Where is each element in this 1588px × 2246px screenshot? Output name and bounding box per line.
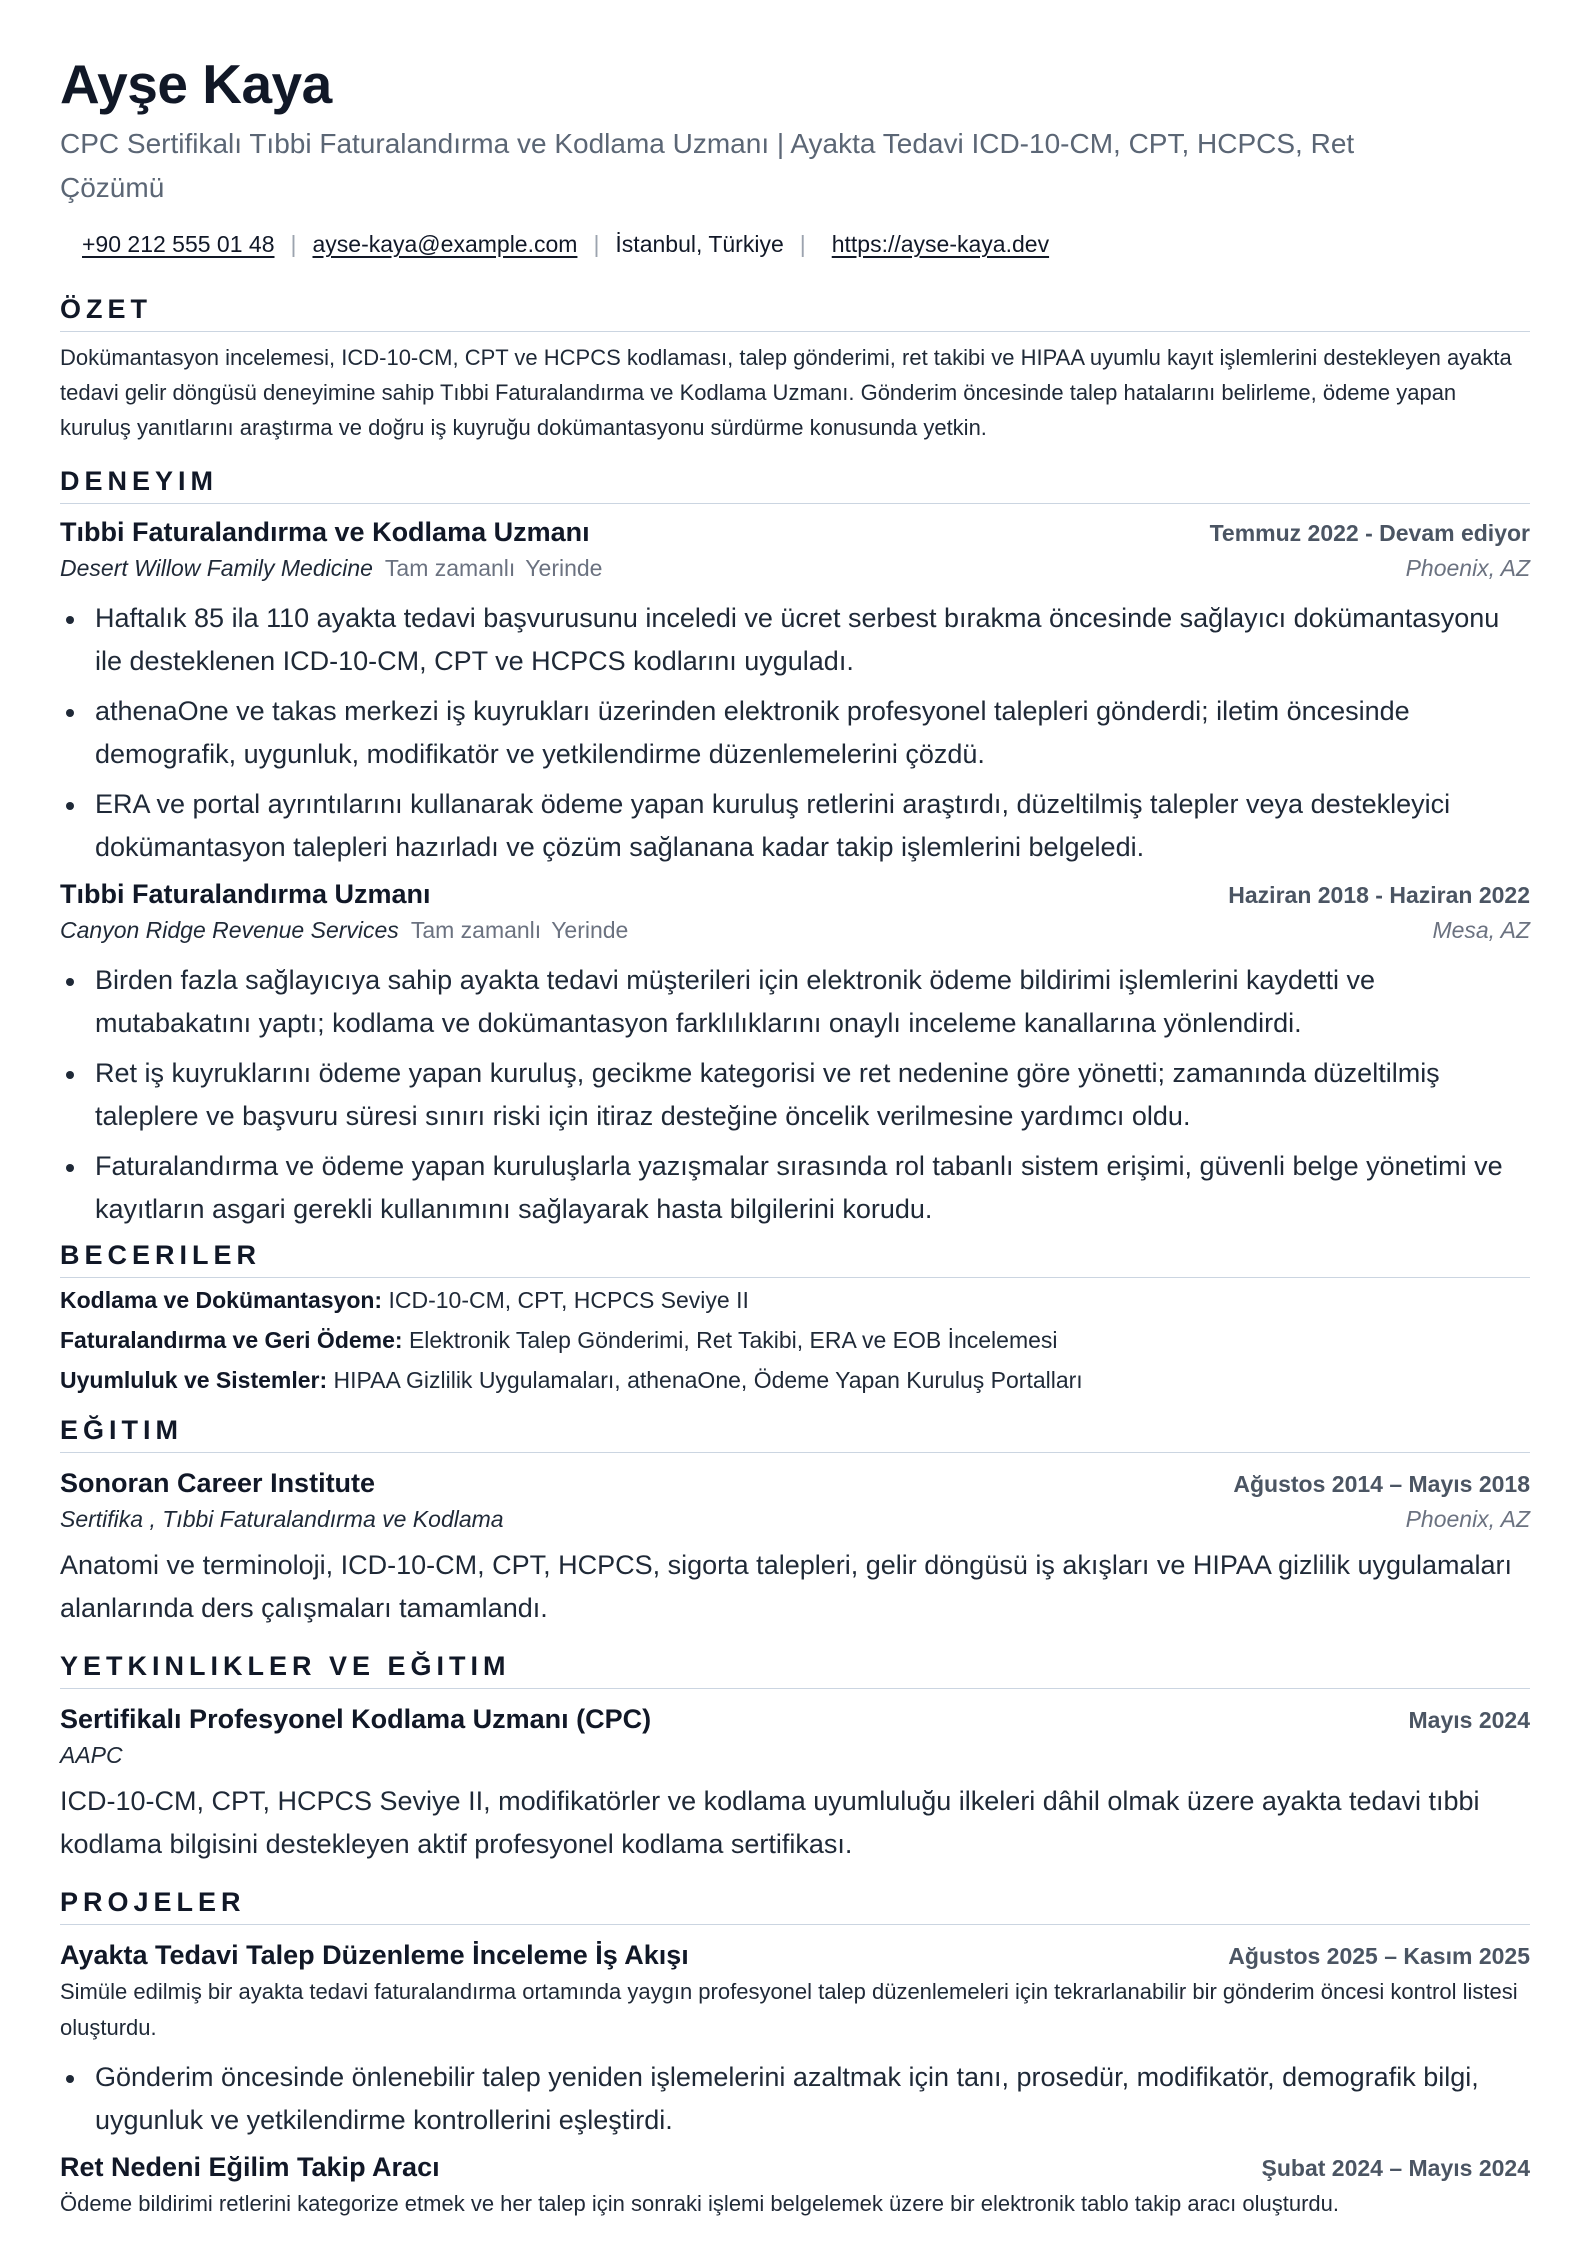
resume-header: [60, 52, 1530, 260]
section-title: PROJELER: [60, 1886, 1530, 1925]
website-link[interactable]: https://ayse-kaya.dev: [831, 231, 1050, 257]
company-name: Desert Willow Family Medicine: [60, 555, 373, 581]
contact-bar: [82, 228, 1530, 260]
project-entry: [60, 2149, 1530, 2222]
email-link[interactable]: ayse-kaya@example.com: [312, 231, 578, 257]
contact-separator: |: [799, 231, 806, 257]
company-name: Canyon Ridge Revenue Services: [60, 917, 399, 943]
project-name: Ayakta Tedavi Talep Düzenleme İnceleme İş Akışı: [60, 1940, 689, 1970]
job-dates: Temmuz 2022 - Devam ediyor: [1209, 520, 1530, 546]
job-location: Phoenix, AZ: [1405, 555, 1530, 581]
job-bullets: [60, 597, 1530, 869]
skill-value: HIPAA Gizlilik Uygulamaları, athenaOne, Ödeme Yapan Kuruluş Portalları: [333, 1367, 1083, 1393]
job-title: Tıbbi Faturalandırma Uzmanı: [60, 879, 431, 909]
experience-entry: [60, 876, 1530, 1231]
employment-type: Tam zamanlı: [384, 555, 516, 581]
contact-separator: |: [593, 231, 600, 257]
section-title: YETKINLIKLER VE EĞITIM: [60, 1650, 1530, 1689]
job-bullets: [60, 959, 1530, 1231]
candidate-headline: CPC Sertifikalı Tıbbi Faturalandırma ve Kodlama Uzmanı | Ayakta Tedavi ICD-10-CM, CPT, HCPCS, Ret Çözümü: [60, 128, 1355, 203]
section-title: EĞITIM: [60, 1414, 1530, 1453]
candidate-name: Ayşe Kaya: [60, 53, 332, 115]
project-dates: Ağustos 2025 – Kasım 2025: [1228, 1943, 1530, 1969]
bullet-item: athenaOne ve takas merkezi iş kuyrukları üzerinden elektronik profesyonel talepleri gönderdi; iletim öncesinde demografik, uygunluk, modifikatör ve yetkilendirme düzenlemelerini çözdü.: [60, 690, 1530, 776]
summary-section: [60, 293, 1530, 445]
bullet-item: ERA ve portal ayrıntılarını kullanarak ödeme yapan kuruluş retlerini araştırdı, düzeltilmiş talepler veya destekleyici dokümantasyon talepleri hazırladı ve çözüm sağlanana kadar takip işlemlerini belgeledi.: [60, 783, 1530, 869]
project-description: Simüle edilmiş bir ayakta tedavi faturalandırma ortamında yaygın profesyonel talep düzenlemeleri için tekrarlanabilir bir gönderim öncesi kontrol listesi oluşturdu.: [60, 1979, 1518, 2040]
skill-value: ICD-10-CM, CPT, HCPCS Seviye II: [388, 1287, 749, 1313]
projects-section: [60, 1886, 1530, 2222]
project-name: Ret Nedeni Eğilim Takip Aracı: [60, 2152, 440, 2182]
school-name: Sonoran Career Institute: [60, 1468, 376, 1498]
skill-value: Elektronik Talep Gönderimi, Ret Takibi, ERA ve EOB İncelemesi: [408, 1327, 1058, 1353]
skill-row: [60, 1360, 1530, 1400]
phone-link[interactable]: +90 212 555 01 48: [82, 231, 275, 257]
project-dates: Şubat 2024 – Mayıs 2024: [1261, 2155, 1530, 2181]
section-title: ÖZET: [60, 293, 1530, 332]
bullet-item: Ret iş kuyruklarını ödeme yapan kuruluş, gecikme kategorisi ve ret nedenine göre yönetti; zamanında düzeltilmiş taleplere ve başvuru süresi sınırı riski için itiraz desteğine öncelik verilmesine yardımcı oldu.: [60, 1052, 1530, 1138]
summary-text: Dokümantasyon incelemesi, ICD-10-CM, CPT ve HCPCS kodlaması, talep gönderimi, ret takibi ve HIPAA uyumlu kayıt işlemlerini destekleyen ayakta tedavi gelir döngüsü deneyimine sahip Tıbbi Faturalandırma ve Kodlama Uzmanı. Gönderim öncesinde talep hatalarını belirleme, ödeme yapan kuruluş yanıtlarını araştırma ve doğru iş kuyruğu dokümantasyonu sürdürme konusunda yetkin.: [60, 345, 1512, 440]
education-dates: Ağustos 2014 – Mayıs 2018: [1233, 1471, 1530, 1497]
skill-row: [60, 1280, 1530, 1320]
job-location: Mesa, AZ: [1432, 917, 1530, 943]
bullet-item: Haftalık 85 ila 110 ayakta tedavi başvurusunu inceledi ve ücret serbest bırakma öncesinde sağlayıcı dokümantasyonu ile desteklenen ICD-10-CM, CPT ve HCPCS kodlarını uyguladı.: [60, 597, 1530, 683]
certifications-section: [60, 1650, 1530, 1866]
certification-entry: [60, 1701, 1530, 1866]
degree-name: Sertifika , Tıbbi Faturalandırma ve Kodlama: [60, 1506, 504, 1532]
job-title: Tıbbi Faturalandırma ve Kodlama Uzmanı: [60, 517, 590, 547]
job-dates: Haziran 2018 - Haziran 2022: [1228, 882, 1530, 908]
certification-date: Mayıs 2024: [1408, 1707, 1530, 1733]
bullet-item: Faturalandırma ve ödeme yapan kuruluşlarla yazışmalar sırasında rol tabanlı sistem erişimi, güvenli belge yönetimi ve kayıtların asgari gerekli kullanımını sağlayarak hasta bilgilerini korudu.: [60, 1145, 1530, 1231]
employment-type: Tam zamanlı: [410, 917, 542, 943]
project-bullets: [60, 2056, 1530, 2142]
project-description: Ödeme bildirimi retlerini kategorize etmek ve her talep için sonraki işlemi belgelemek üzere bir elektronik tablo takip aracı oluşturdu.: [60, 2191, 1340, 2216]
education-location: Phoenix, AZ: [1405, 1506, 1530, 1532]
section-title: DENEYIM: [60, 465, 1530, 504]
project-entry: [60, 1937, 1530, 2142]
skills-section: [60, 1239, 1530, 1400]
contact-separator: |: [290, 231, 297, 257]
work-mode: Yerinde: [551, 917, 629, 943]
certification-issuer: AAPC: [60, 1742, 123, 1768]
certification-name: Sertifikalı Profesyonel Kodlama Uzmanı (CPC): [60, 1704, 652, 1734]
education-section: [60, 1414, 1530, 1630]
skill-label: Kodlama ve Dokümantasyon:: [60, 1287, 383, 1313]
certification-description: ICD-10-CM, CPT, HCPCS Seviye II, modifikatörler ve kodlama uyumluluğu ilkeleri dâhil olmak üzere ayakta tedavi tıbbi kodlama bilgisini destekleyen aktif profesyonel kodlama sertifikası.: [60, 1786, 1480, 1859]
work-mode: Yerinde: [525, 555, 603, 581]
experience-section: [60, 465, 1530, 1231]
resume-page: [60, 52, 1530, 2222]
bullet-item: Gönderim öncesinde önlenebilir talep yeniden işlemelerini azaltmak için tanı, prosedür, modifikatör, demografik bilgi, uygunluk ve yetkilendirme kontrollerini eşleştirdi.: [60, 2056, 1530, 2142]
skill-row: [60, 1320, 1530, 1360]
education-description: Anatomi ve terminoloji, ICD-10-CM, CPT, HCPCS, sigorta talepleri, gelir döngüsü iş akışları ve HIPAA gizlilik uygulamaları alanlarında ders çalışmaları tamamlandı.: [60, 1550, 1513, 1623]
experience-entry: [60, 514, 1530, 869]
section-title: BECERILER: [60, 1239, 1530, 1278]
bullet-item: Birden fazla sağlayıcıya sahip ayakta tedavi müşterileri için elektronik ödeme bildirimi işlemlerini kaydetti ve mutabakatını yaptı; kodlama ve dokümantasyon farklılıklarını onaylı inceleme kanallarına yönlendirdi.: [60, 959, 1530, 1045]
skill-label: Uyumluluk ve Sistemler:: [60, 1367, 328, 1393]
education-entry: [60, 1465, 1530, 1630]
location-text: İstanbul, Türkiye: [615, 231, 784, 257]
skill-label: Faturalandırma ve Geri Ödeme:: [60, 1327, 403, 1353]
